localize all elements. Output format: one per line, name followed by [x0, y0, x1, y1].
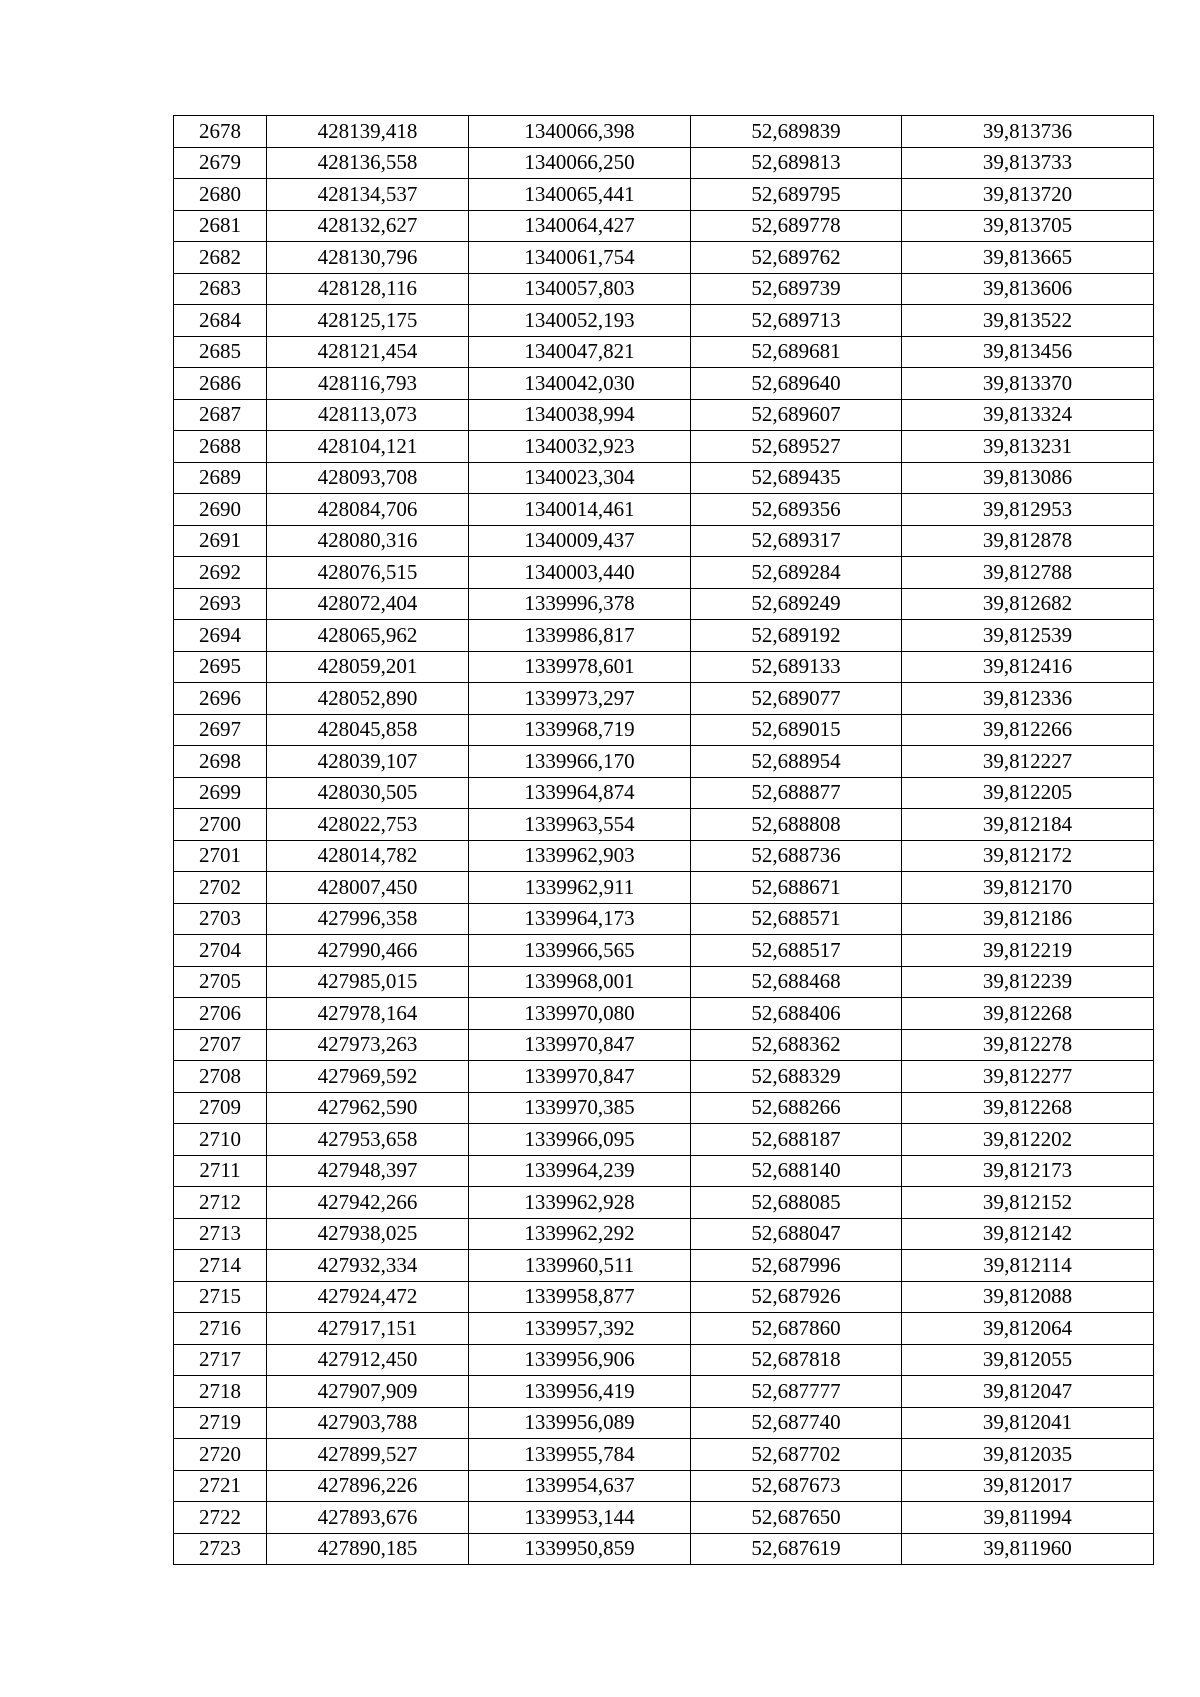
longitude-cell: 39,813522: [902, 305, 1154, 337]
latitude-cell: 52,689607: [691, 399, 902, 431]
x-coordinate-cell: 428052,890: [267, 683, 469, 715]
table-row: [174, 1281, 1154, 1313]
latitude-cell: 52,689762: [691, 242, 902, 274]
y-coordinate-cell: 1339958,877: [469, 1281, 691, 1313]
longitude-cell: 39,812035: [902, 1439, 1154, 1471]
longitude-cell: 39,812202: [902, 1124, 1154, 1156]
latitude-cell: 52,689739: [691, 273, 902, 305]
y-coordinate-cell: 1340032,923: [469, 431, 691, 463]
y-coordinate-cell: 1339986,817: [469, 620, 691, 652]
longitude-cell: 39,812266: [902, 714, 1154, 746]
x-coordinate-cell: 428121,454: [267, 336, 469, 368]
x-coordinate-cell: 427942,266: [267, 1187, 469, 1219]
point-number-cell: 2709: [174, 1092, 267, 1124]
x-coordinate-cell: 428039,107: [267, 746, 469, 778]
longitude-cell: 39,813324: [902, 399, 1154, 431]
point-number-cell: 2683: [174, 273, 267, 305]
longitude-cell: 39,812278: [902, 1029, 1154, 1061]
point-number-cell: 2721: [174, 1470, 267, 1502]
longitude-cell: 39,812186: [902, 903, 1154, 935]
longitude-cell: 39,812152: [902, 1187, 1154, 1219]
longitude-cell: 39,813456: [902, 336, 1154, 368]
table-row: [174, 336, 1154, 368]
table-row: [174, 1533, 1154, 1565]
x-coordinate-cell: 428080,316: [267, 525, 469, 557]
x-coordinate-cell: 428007,450: [267, 872, 469, 904]
table-row: [174, 777, 1154, 809]
latitude-cell: 52,688954: [691, 746, 902, 778]
longitude-cell: 39,813720: [902, 179, 1154, 211]
latitude-cell: 52,689133: [691, 651, 902, 683]
table-row: [174, 1502, 1154, 1534]
y-coordinate-cell: 1339956,906: [469, 1344, 691, 1376]
point-number-cell: 2722: [174, 1502, 267, 1534]
table-row: [174, 1407, 1154, 1439]
longitude-cell: 39,813086: [902, 462, 1154, 494]
x-coordinate-cell: 428065,962: [267, 620, 469, 652]
table-row: [174, 431, 1154, 463]
y-coordinate-cell: 1339954,637: [469, 1470, 691, 1502]
latitude-cell: 52,689640: [691, 368, 902, 400]
point-number-cell: 2695: [174, 651, 267, 683]
y-coordinate-cell: 1339973,297: [469, 683, 691, 715]
latitude-cell: 52,688736: [691, 840, 902, 872]
longitude-cell: 39,812682: [902, 588, 1154, 620]
longitude-cell: 39,812088: [902, 1281, 1154, 1313]
y-coordinate-cell: 1339964,239: [469, 1155, 691, 1187]
table-row: [174, 1218, 1154, 1250]
x-coordinate-cell: 428076,515: [267, 557, 469, 589]
latitude-cell: 52,689249: [691, 588, 902, 620]
y-coordinate-cell: 1339978,601: [469, 651, 691, 683]
point-number-cell: 2717: [174, 1344, 267, 1376]
x-coordinate-cell: 428104,121: [267, 431, 469, 463]
y-coordinate-cell: 1339957,392: [469, 1313, 691, 1345]
x-coordinate-cell: 427978,164: [267, 998, 469, 1030]
table-row: [174, 116, 1154, 148]
table-row: [174, 1250, 1154, 1282]
longitude-cell: 39,811960: [902, 1533, 1154, 1565]
table-row: [174, 872, 1154, 904]
x-coordinate-cell: 427890,185: [267, 1533, 469, 1565]
point-number-cell: 2684: [174, 305, 267, 337]
y-coordinate-cell: 1339970,080: [469, 998, 691, 1030]
x-coordinate-cell: 427948,397: [267, 1155, 469, 1187]
longitude-cell: 39,812268: [902, 998, 1154, 1030]
y-coordinate-cell: 1340061,754: [469, 242, 691, 274]
y-coordinate-cell: 1340047,821: [469, 336, 691, 368]
point-number-cell: 2679: [174, 147, 267, 179]
latitude-cell: 52,688187: [691, 1124, 902, 1156]
longitude-cell: 39,813231: [902, 431, 1154, 463]
point-number-cell: 2716: [174, 1313, 267, 1345]
longitude-cell: 39,813606: [902, 273, 1154, 305]
y-coordinate-cell: 1339970,847: [469, 1029, 691, 1061]
table-row: [174, 1439, 1154, 1471]
y-coordinate-cell: 1339962,911: [469, 872, 691, 904]
table-row: [174, 1124, 1154, 1156]
longitude-cell: 39,812184: [902, 809, 1154, 841]
latitude-cell: 52,689435: [691, 462, 902, 494]
x-coordinate-cell: 427896,226: [267, 1470, 469, 1502]
x-coordinate-cell: 428132,627: [267, 210, 469, 242]
longitude-cell: 39,812142: [902, 1218, 1154, 1250]
latitude-cell: 52,689713: [691, 305, 902, 337]
point-number-cell: 2702: [174, 872, 267, 904]
latitude-cell: 52,687619: [691, 1533, 902, 1565]
longitude-cell: 39,812064: [902, 1313, 1154, 1345]
table-row: [174, 903, 1154, 935]
y-coordinate-cell: 1339964,874: [469, 777, 691, 809]
y-coordinate-cell: 1339964,173: [469, 903, 691, 935]
latitude-cell: 52,688140: [691, 1155, 902, 1187]
point-number-cell: 2680: [174, 179, 267, 211]
point-number-cell: 2692: [174, 557, 267, 589]
table-row: [174, 840, 1154, 872]
point-number-cell: 2685: [174, 336, 267, 368]
table-row: [174, 525, 1154, 557]
point-number-cell: 2713: [174, 1218, 267, 1250]
point-number-cell: 2678: [174, 116, 267, 148]
latitude-cell: 52,688406: [691, 998, 902, 1030]
longitude-cell: 39,812227: [902, 746, 1154, 778]
x-coordinate-cell: 427912,450: [267, 1344, 469, 1376]
latitude-cell: 52,687650: [691, 1502, 902, 1534]
point-number-cell: 2699: [174, 777, 267, 809]
point-number-cell: 2682: [174, 242, 267, 274]
x-coordinate-cell: 427924,472: [267, 1281, 469, 1313]
y-coordinate-cell: 1340057,803: [469, 273, 691, 305]
y-coordinate-cell: 1340066,250: [469, 147, 691, 179]
point-number-cell: 2690: [174, 494, 267, 526]
point-number-cell: 2706: [174, 998, 267, 1030]
x-coordinate-cell: 427893,676: [267, 1502, 469, 1534]
y-coordinate-cell: 1339968,001: [469, 966, 691, 998]
point-number-cell: 2688: [174, 431, 267, 463]
x-coordinate-cell: 428130,796: [267, 242, 469, 274]
x-coordinate-cell: 428030,505: [267, 777, 469, 809]
y-coordinate-cell: 1339953,144: [469, 1502, 691, 1534]
y-coordinate-cell: 1340003,440: [469, 557, 691, 589]
table-row: [174, 462, 1154, 494]
longitude-cell: 39,812336: [902, 683, 1154, 715]
table-row: [174, 399, 1154, 431]
longitude-cell: 39,813736: [902, 116, 1154, 148]
point-number-cell: 2712: [174, 1187, 267, 1219]
y-coordinate-cell: 1340065,441: [469, 179, 691, 211]
latitude-cell: 52,689077: [691, 683, 902, 715]
point-number-cell: 2696: [174, 683, 267, 715]
latitude-cell: 52,687673: [691, 1470, 902, 1502]
point-number-cell: 2718: [174, 1376, 267, 1408]
latitude-cell: 52,689839: [691, 116, 902, 148]
x-coordinate-cell: 428084,706: [267, 494, 469, 526]
x-coordinate-cell: 427938,025: [267, 1218, 469, 1250]
x-coordinate-cell: 427917,151: [267, 1313, 469, 1345]
table-row: [174, 809, 1154, 841]
y-coordinate-cell: 1339962,292: [469, 1218, 691, 1250]
latitude-cell: 52,689356: [691, 494, 902, 526]
table-row: [174, 210, 1154, 242]
point-number-cell: 2714: [174, 1250, 267, 1282]
coordinates-table-body: [174, 116, 1154, 1565]
table-row: [174, 714, 1154, 746]
latitude-cell: 52,688329: [691, 1061, 902, 1093]
y-coordinate-cell: 1340014,461: [469, 494, 691, 526]
longitude-cell: 39,813370: [902, 368, 1154, 400]
x-coordinate-cell: 427962,590: [267, 1092, 469, 1124]
longitude-cell: 39,812239: [902, 966, 1154, 998]
table-row: [174, 651, 1154, 683]
y-coordinate-cell: 1339966,170: [469, 746, 691, 778]
latitude-cell: 52,687818: [691, 1344, 902, 1376]
point-number-cell: 2681: [174, 210, 267, 242]
latitude-cell: 52,687860: [691, 1313, 902, 1345]
longitude-cell: 39,812205: [902, 777, 1154, 809]
table-row: [174, 305, 1154, 337]
latitude-cell: 52,688468: [691, 966, 902, 998]
x-coordinate-cell: 428113,073: [267, 399, 469, 431]
x-coordinate-cell: 428128,116: [267, 273, 469, 305]
y-coordinate-cell: 1340052,193: [469, 305, 691, 337]
longitude-cell: 39,812170: [902, 872, 1154, 904]
x-coordinate-cell: 428139,418: [267, 116, 469, 148]
latitude-cell: 52,688671: [691, 872, 902, 904]
latitude-cell: 52,687740: [691, 1407, 902, 1439]
y-coordinate-cell: 1340042,030: [469, 368, 691, 400]
point-number-cell: 2708: [174, 1061, 267, 1093]
table-row: [174, 1313, 1154, 1345]
x-coordinate-cell: 428116,793: [267, 368, 469, 400]
point-number-cell: 2710: [174, 1124, 267, 1156]
point-number-cell: 2686: [174, 368, 267, 400]
latitude-cell: 52,688517: [691, 935, 902, 967]
table-row: [174, 557, 1154, 589]
point-number-cell: 2697: [174, 714, 267, 746]
y-coordinate-cell: 1340066,398: [469, 116, 691, 148]
longitude-cell: 39,812277: [902, 1061, 1154, 1093]
point-number-cell: 2694: [174, 620, 267, 652]
y-coordinate-cell: 1339970,847: [469, 1061, 691, 1093]
y-coordinate-cell: 1339996,378: [469, 588, 691, 620]
longitude-cell: 39,813665: [902, 242, 1154, 274]
table-row: [174, 1092, 1154, 1124]
point-number-cell: 2703: [174, 903, 267, 935]
table-row: [174, 1376, 1154, 1408]
table-row: [174, 147, 1154, 179]
point-number-cell: 2698: [174, 746, 267, 778]
coordinates-table: [173, 115, 1154, 1565]
latitude-cell: 52,688362: [691, 1029, 902, 1061]
table-row: [174, 1061, 1154, 1093]
latitude-cell: 52,688571: [691, 903, 902, 935]
longitude-cell: 39,812539: [902, 620, 1154, 652]
x-coordinate-cell: 428022,753: [267, 809, 469, 841]
table-row: [174, 273, 1154, 305]
point-number-cell: 2707: [174, 1029, 267, 1061]
table-row: [174, 966, 1154, 998]
x-coordinate-cell: 427990,466: [267, 935, 469, 967]
latitude-cell: 52,689813: [691, 147, 902, 179]
y-coordinate-cell: 1339955,784: [469, 1439, 691, 1471]
table-row: [174, 620, 1154, 652]
x-coordinate-cell: 427985,015: [267, 966, 469, 998]
table-row: [174, 1344, 1154, 1376]
table-row: [174, 494, 1154, 526]
point-number-cell: 2720: [174, 1439, 267, 1471]
table-row: [174, 935, 1154, 967]
y-coordinate-cell: 1339962,928: [469, 1187, 691, 1219]
point-number-cell: 2701: [174, 840, 267, 872]
longitude-cell: 39,812416: [902, 651, 1154, 683]
y-coordinate-cell: 1340038,994: [469, 399, 691, 431]
y-coordinate-cell: 1339962,903: [469, 840, 691, 872]
table-row: [174, 588, 1154, 620]
longitude-cell: 39,812953: [902, 494, 1154, 526]
table-row: [174, 998, 1154, 1030]
x-coordinate-cell: 428093,708: [267, 462, 469, 494]
x-coordinate-cell: 427932,334: [267, 1250, 469, 1282]
x-coordinate-cell: 428045,858: [267, 714, 469, 746]
latitude-cell: 52,687777: [691, 1376, 902, 1408]
point-number-cell: 2711: [174, 1155, 267, 1187]
latitude-cell: 52,689795: [691, 179, 902, 211]
x-coordinate-cell: 427899,527: [267, 1439, 469, 1471]
longitude-cell: 39,812041: [902, 1407, 1154, 1439]
point-number-cell: 2704: [174, 935, 267, 967]
table-row: [174, 242, 1154, 274]
latitude-cell: 52,688047: [691, 1218, 902, 1250]
table-row: [174, 368, 1154, 400]
table-row: [174, 746, 1154, 778]
latitude-cell: 52,688266: [691, 1092, 902, 1124]
point-number-cell: 2700: [174, 809, 267, 841]
latitude-cell: 52,689192: [691, 620, 902, 652]
x-coordinate-cell: 427973,263: [267, 1029, 469, 1061]
point-number-cell: 2719: [174, 1407, 267, 1439]
longitude-cell: 39,812017: [902, 1470, 1154, 1502]
y-coordinate-cell: 1339970,385: [469, 1092, 691, 1124]
x-coordinate-cell: 428014,782: [267, 840, 469, 872]
latitude-cell: 52,687996: [691, 1250, 902, 1282]
latitude-cell: 52,689681: [691, 336, 902, 368]
latitude-cell: 52,689778: [691, 210, 902, 242]
longitude-cell: 39,812878: [902, 525, 1154, 557]
longitude-cell: 39,812047: [902, 1376, 1154, 1408]
longitude-cell: 39,812788: [902, 557, 1154, 589]
table-row: [174, 1155, 1154, 1187]
latitude-cell: 52,689527: [691, 431, 902, 463]
point-number-cell: 2689: [174, 462, 267, 494]
latitude-cell: 52,688877: [691, 777, 902, 809]
y-coordinate-cell: 1339966,095: [469, 1124, 691, 1156]
table-row: [174, 179, 1154, 211]
longitude-cell: 39,812055: [902, 1344, 1154, 1376]
y-coordinate-cell: 1339956,419: [469, 1376, 691, 1408]
x-coordinate-cell: 428125,175: [267, 305, 469, 337]
point-number-cell: 2693: [174, 588, 267, 620]
longitude-cell: 39,812173: [902, 1155, 1154, 1187]
x-coordinate-cell: 428134,537: [267, 179, 469, 211]
x-coordinate-cell: 427996,358: [267, 903, 469, 935]
x-coordinate-cell: 427953,658: [267, 1124, 469, 1156]
y-coordinate-cell: 1339963,554: [469, 809, 691, 841]
y-coordinate-cell: 1339968,719: [469, 714, 691, 746]
longitude-cell: 39,812114: [902, 1250, 1154, 1282]
x-coordinate-cell: 428072,404: [267, 588, 469, 620]
point-number-cell: 2723: [174, 1533, 267, 1565]
latitude-cell: 52,688808: [691, 809, 902, 841]
longitude-cell: 39,812268: [902, 1092, 1154, 1124]
longitude-cell: 39,813705: [902, 210, 1154, 242]
x-coordinate-cell: 428136,558: [267, 147, 469, 179]
y-coordinate-cell: 1339966,565: [469, 935, 691, 967]
latitude-cell: 52,689284: [691, 557, 902, 589]
x-coordinate-cell: 427903,788: [267, 1407, 469, 1439]
latitude-cell: 52,687926: [691, 1281, 902, 1313]
longitude-cell: 39,813733: [902, 147, 1154, 179]
y-coordinate-cell: 1340009,437: [469, 525, 691, 557]
latitude-cell: 52,689015: [691, 714, 902, 746]
x-coordinate-cell: 428059,201: [267, 651, 469, 683]
point-number-cell: 2715: [174, 1281, 267, 1313]
latitude-cell: 52,689317: [691, 525, 902, 557]
point-number-cell: 2687: [174, 399, 267, 431]
x-coordinate-cell: 427969,592: [267, 1061, 469, 1093]
longitude-cell: 39,812172: [902, 840, 1154, 872]
latitude-cell: 52,687702: [691, 1439, 902, 1471]
y-coordinate-cell: 1340023,304: [469, 462, 691, 494]
y-coordinate-cell: 1340064,427: [469, 210, 691, 242]
point-number-cell: 2691: [174, 525, 267, 557]
x-coordinate-cell: 427907,909: [267, 1376, 469, 1408]
table-row: [174, 1187, 1154, 1219]
table-row: [174, 1470, 1154, 1502]
point-number-cell: 2705: [174, 966, 267, 998]
longitude-cell: 39,811994: [902, 1502, 1154, 1534]
longitude-cell: 39,812219: [902, 935, 1154, 967]
y-coordinate-cell: 1339960,511: [469, 1250, 691, 1282]
y-coordinate-cell: 1339956,089: [469, 1407, 691, 1439]
y-coordinate-cell: 1339950,859: [469, 1533, 691, 1565]
table-row: [174, 683, 1154, 715]
table-row: [174, 1029, 1154, 1061]
latitude-cell: 52,688085: [691, 1187, 902, 1219]
